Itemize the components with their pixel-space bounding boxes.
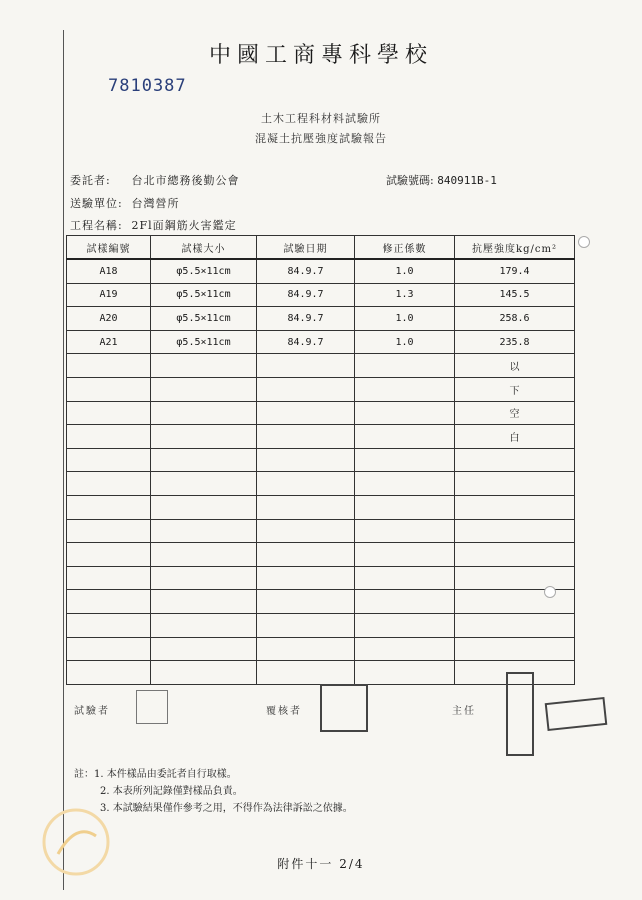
- column-header: 試樣編號: [67, 236, 151, 260]
- table-cell: 1.3: [355, 283, 455, 307]
- table-row: [67, 472, 575, 496]
- table-cell: 1.0: [355, 330, 455, 354]
- table-cell: [355, 543, 455, 567]
- table-cell: [151, 472, 257, 496]
- tester-label: 試驗者: [74, 706, 110, 717]
- table-cell: 84.9.7: [257, 307, 355, 331]
- table-cell: [151, 637, 257, 661]
- table-row: [67, 377, 575, 401]
- table-cell: [355, 377, 455, 401]
- table-cell: [257, 448, 355, 472]
- table-cell: [151, 661, 257, 685]
- table-cell: [67, 354, 151, 378]
- table-cell: 179.4: [455, 259, 575, 283]
- table-cell: [151, 448, 257, 472]
- table-cell: 145.5: [455, 283, 575, 307]
- table-cell: [257, 401, 355, 425]
- report-title: 混凝土抗壓強度試驗報告: [255, 132, 387, 145]
- table-cell: 84.9.7: [257, 283, 355, 307]
- table-cell: [151, 613, 257, 637]
- table-cell: [151, 519, 257, 543]
- table-row: [67, 259, 575, 283]
- table-row: [67, 637, 575, 661]
- sender-field: [70, 195, 180, 211]
- table-cell: [151, 590, 257, 614]
- table-cell: A19: [67, 283, 151, 307]
- table-row: [67, 283, 575, 307]
- table-cell: [151, 401, 257, 425]
- client-field: [70, 172, 240, 188]
- table-row: [67, 330, 575, 354]
- table-cell: [355, 613, 455, 637]
- table-cell: [67, 495, 151, 519]
- report-number-field: [386, 172, 497, 188]
- table-cell: [257, 519, 355, 543]
- table-cell: [355, 425, 455, 449]
- director-label: 主任: [452, 706, 476, 717]
- test-results-table: [66, 235, 575, 685]
- project-label: 工程名稱:: [70, 219, 123, 232]
- table-cell: [455, 519, 575, 543]
- report-number-value: 840911B-1: [437, 174, 497, 187]
- table-row: [67, 661, 575, 685]
- table-cell: [455, 613, 575, 637]
- table-row: [67, 448, 575, 472]
- table-cell: 258.6: [455, 307, 575, 331]
- table-cell: φ5.5×11cm: [151, 283, 257, 307]
- table-cell: [455, 448, 575, 472]
- note-line: 註：1. 本件樣品由委託者自行取樣。: [74, 769, 237, 780]
- table-cell: [151, 566, 257, 590]
- table-row: [67, 590, 575, 614]
- table-cell: [151, 425, 257, 449]
- sender-value: 台灣營所: [131, 197, 180, 210]
- serial-number: 7810387: [108, 76, 187, 96]
- table-row: [67, 354, 575, 378]
- table-cell: 以: [455, 354, 575, 378]
- table-cell: [455, 472, 575, 496]
- note-line: 3. 本試驗結果僅作參考之用，不得作為法律訴訟之依據。: [100, 803, 353, 814]
- table-cell: [257, 495, 355, 519]
- table-cell: [67, 472, 151, 496]
- table-cell: A18: [67, 259, 151, 283]
- table-cell: [67, 448, 151, 472]
- table-cell: φ5.5×11cm: [151, 330, 257, 354]
- column-header: 修正係數: [355, 236, 455, 260]
- table-header-row: [67, 236, 575, 260]
- school-name: 中國工商專科學校: [208, 43, 433, 68]
- column-header: 試樣大小: [151, 236, 257, 260]
- table-cell: [355, 448, 455, 472]
- table-cell: 1.0: [355, 307, 455, 331]
- table-cell: [151, 543, 257, 567]
- table-cell: [455, 566, 575, 590]
- checker-seal: [320, 684, 368, 732]
- table-cell: [67, 377, 151, 401]
- table-cell: 1.0: [355, 259, 455, 283]
- punch-hole: [578, 236, 590, 248]
- report-number-label: 試驗號碼:: [386, 174, 434, 187]
- table-row: [67, 543, 575, 567]
- table-cell: [257, 637, 355, 661]
- table-cell: [355, 637, 455, 661]
- binding-margin-line: [63, 30, 64, 890]
- tester-seal: [136, 690, 168, 724]
- table-cell: [67, 566, 151, 590]
- note-line: 2. 本表所列記錄僅對樣品負責。: [100, 786, 243, 797]
- table-cell: [257, 425, 355, 449]
- table-row: [67, 613, 575, 637]
- table-cell: [67, 590, 151, 614]
- table-cell: φ5.5×11cm: [151, 259, 257, 283]
- table-cell: [257, 543, 355, 567]
- table-cell: [67, 543, 151, 567]
- column-header: 試驗日期: [257, 236, 355, 260]
- table-cell: [67, 613, 151, 637]
- table-cell: [355, 519, 455, 543]
- punch-hole: [544, 586, 556, 598]
- table-cell: [455, 495, 575, 519]
- table-row: [67, 519, 575, 543]
- lab-name: 土木工程科材料試驗所: [261, 112, 381, 125]
- table-cell: [67, 401, 151, 425]
- table-cell: 84.9.7: [257, 330, 355, 354]
- table-cell: [355, 590, 455, 614]
- table-row: [67, 495, 575, 519]
- table-cell: 下: [455, 377, 575, 401]
- checker-label: 覆核者: [266, 706, 302, 717]
- table-cell: [257, 354, 355, 378]
- table-cell: [257, 377, 355, 401]
- table-cell: [257, 590, 355, 614]
- table-cell: [355, 472, 455, 496]
- table-cell: [67, 661, 151, 685]
- column-header: 抗壓強度kg/cm²: [455, 236, 575, 260]
- table-cell: [151, 495, 257, 519]
- table-cell: [151, 377, 257, 401]
- table-row: [67, 401, 575, 425]
- table-cell: [455, 543, 575, 567]
- table-cell: [67, 637, 151, 661]
- project-field: [70, 217, 237, 233]
- table-cell: [67, 519, 151, 543]
- project-value: 2Fl面鋼筋火害鑑定: [131, 219, 237, 232]
- table-cell: 白: [455, 425, 575, 449]
- table-row: [67, 307, 575, 331]
- table-row: [67, 425, 575, 449]
- table-cell: A20: [67, 307, 151, 331]
- director-seal: [506, 672, 534, 756]
- sender-label: 送驗單位:: [70, 197, 123, 210]
- table-cell: A21: [67, 330, 151, 354]
- table-cell: φ5.5×11cm: [151, 307, 257, 331]
- table-cell: [355, 661, 455, 685]
- client-value: 台北市總務後勤公會: [131, 174, 240, 187]
- table-cell: [355, 495, 455, 519]
- table-cell: 84.9.7: [257, 259, 355, 283]
- table-cell: [257, 472, 355, 496]
- table-cell: [355, 354, 455, 378]
- table-cell: [355, 401, 455, 425]
- attachment-footer: 附件十一 2/4: [277, 857, 365, 871]
- table-cell: [455, 637, 575, 661]
- client-label: 委託者:: [70, 174, 111, 187]
- table-cell: [455, 590, 575, 614]
- table-cell: [67, 425, 151, 449]
- table-cell: [257, 613, 355, 637]
- table-cell: [151, 354, 257, 378]
- table-row: [67, 566, 575, 590]
- table-cell: 235.8: [455, 330, 575, 354]
- table-cell: 空: [455, 401, 575, 425]
- table-cell: [257, 566, 355, 590]
- table-cell: [355, 566, 455, 590]
- watermark-logo: [36, 802, 116, 882]
- table-cell: [257, 661, 355, 685]
